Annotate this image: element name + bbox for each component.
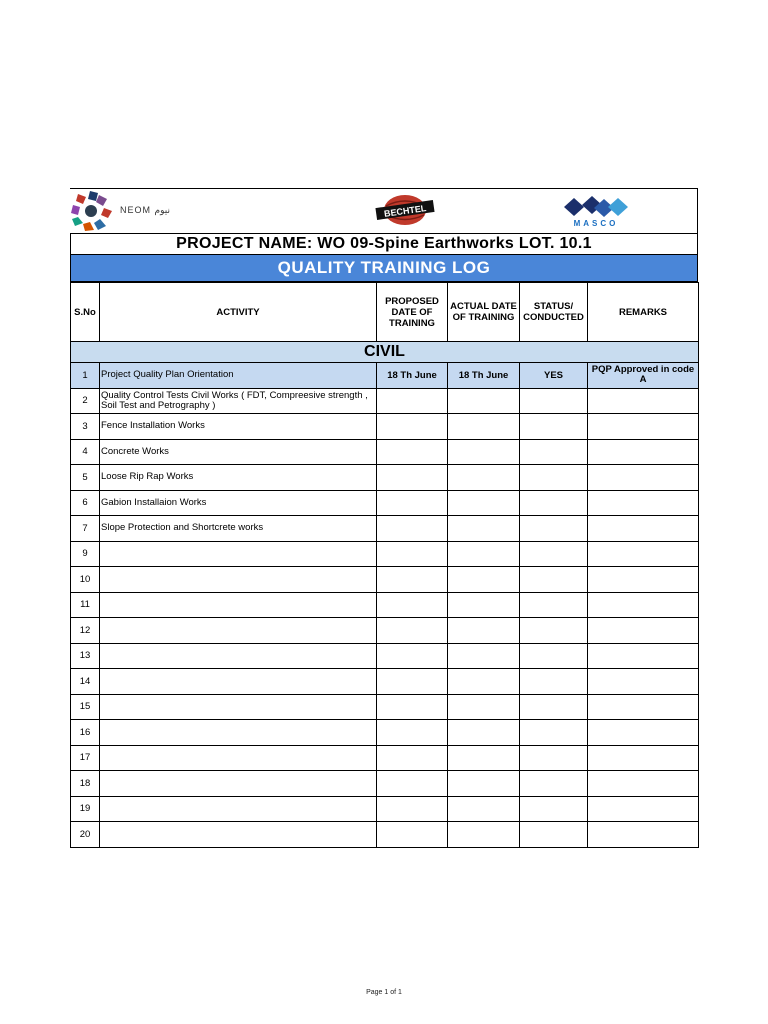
cell-sno[interactable]: 19 [71,796,100,822]
neom-wordmark: NEOM نيوم [120,205,170,215]
cell-sno[interactable]: 1 [71,363,100,389]
cell-status[interactable] [520,490,588,516]
training-table [70,282,699,848]
cell-proposed[interactable] [377,796,448,822]
cell-sno[interactable]: 10 [71,567,100,593]
bechtel-wordmark: BECHTEL [383,203,427,219]
cell-sno[interactable]: 2 [71,388,100,414]
table-row [71,745,699,771]
cell-proposed[interactable] [377,771,448,797]
neom-emblem-icon [70,189,116,233]
cell-remarks[interactable] [588,745,699,771]
project-name: PROJECT NAME: WO 09-Spine Earthworks LOT. 10.1 [70,233,698,254]
masco-diamonds-icon [552,195,636,229]
table-row [71,669,699,695]
cell-activity[interactable]: Loose Rip Rap Works [100,465,377,491]
cell-proposed[interactable] [377,618,448,644]
cell-activity[interactable]: Slope Protection and Shortcrete works [100,516,377,542]
cell-actual[interactable] [448,771,520,797]
cell-actual[interactable] [448,541,520,567]
cell-proposed[interactable]: 18 Th June [377,363,448,389]
logo-row [70,188,698,233]
table-row [71,592,699,618]
cell-proposed[interactable] [377,414,448,440]
cell-activity[interactable] [100,822,377,848]
cell-proposed[interactable] [377,822,448,848]
cell-proposed[interactable] [377,669,448,695]
table-row [71,363,699,389]
cell-sno[interactable]: 18 [71,771,100,797]
cell-status[interactable] [520,465,588,491]
cell-sno[interactable]: 13 [71,643,100,669]
table-row [71,771,699,797]
cell-sno[interactable]: 12 [71,618,100,644]
cell-remarks[interactable] [588,796,699,822]
cell-activity[interactable] [100,771,377,797]
table-row [71,516,699,542]
cell-proposed[interactable] [377,592,448,618]
cell-actual[interactable] [448,490,520,516]
col-remarks-header: REMARKS [588,283,699,342]
masco-wordmark: MASCO [573,219,619,228]
col-actual-header: ACTUAL DATE OF TRAINING [448,283,520,342]
cell-activity[interactable]: Concrete Works [100,439,377,465]
cell-status[interactable] [520,771,588,797]
table-row [71,720,699,746]
table-row [71,796,699,822]
cell-actual[interactable] [448,796,520,822]
cell-remarks[interactable] [588,439,699,465]
cell-actual[interactable] [448,822,520,848]
cell-proposed[interactable] [377,541,448,567]
cell-sno[interactable]: 16 [71,720,100,746]
neom-logo [70,189,182,233]
cell-status[interactable] [520,618,588,644]
cell-proposed[interactable] [377,516,448,542]
cell-status[interactable] [520,592,588,618]
table-row [71,822,699,848]
cell-activity[interactable] [100,541,377,567]
cell-sno[interactable]: 20 [71,822,100,848]
cell-actual[interactable] [448,567,520,593]
cell-remarks[interactable] [588,388,699,414]
cell-activity[interactable] [100,567,377,593]
cell-status[interactable] [520,745,588,771]
cell-status[interactable] [520,822,588,848]
cell-proposed[interactable] [377,439,448,465]
cell-proposed[interactable] [377,567,448,593]
cell-status[interactable] [520,541,588,567]
table-row [71,618,699,644]
bechtel-globe-icon [372,194,438,226]
masco-logo [552,195,636,229]
cell-activity[interactable] [100,669,377,695]
table-row [71,388,699,414]
cell-status[interactable] [520,720,588,746]
table-row [71,541,699,567]
cell-proposed[interactable] [377,643,448,669]
cell-actual[interactable]: 18 Th June [448,363,520,389]
cell-actual[interactable] [448,669,520,695]
cell-activity[interactable] [100,592,377,618]
cell-actual[interactable] [448,414,520,440]
bechtel-logo [372,194,438,226]
cell-actual[interactable] [448,720,520,746]
cell-activity[interactable]: Fence Installation Works [100,414,377,440]
cell-status[interactable] [520,796,588,822]
section-civil-label: CIVIL [71,342,699,363]
cell-remarks[interactable] [588,592,699,618]
cell-sno[interactable]: 11 [71,592,100,618]
log-title: QUALITY TRAINING LOG [70,254,698,282]
cell-actual[interactable] [448,694,520,720]
cell-activity[interactable] [100,720,377,746]
cell-remarks[interactable] [588,465,699,491]
cell-sno[interactable]: 7 [71,516,100,542]
cell-status[interactable] [520,516,588,542]
table-row [71,490,699,516]
cell-status[interactable] [520,694,588,720]
cell-remarks[interactable] [588,618,699,644]
cell-remarks[interactable] [588,669,699,695]
cell-sno[interactable]: 15 [71,694,100,720]
cell-actual[interactable] [448,618,520,644]
cell-proposed[interactable] [377,694,448,720]
table-header-row [71,283,699,342]
cell-activity[interactable]: Quality Control Tests Civil Works ( FDT, Compreesive strength , Soil Test and Petrography ) [100,388,377,414]
cell-activity[interactable] [100,643,377,669]
cell-remarks[interactable] [588,694,699,720]
table-row [71,567,699,593]
cell-activity[interactable] [100,796,377,822]
cell-proposed[interactable] [377,745,448,771]
cell-sno[interactable]: 17 [71,745,100,771]
cell-proposed[interactable] [377,388,448,414]
cell-remarks[interactable] [588,771,699,797]
cell-sno[interactable]: 4 [71,439,100,465]
cell-status[interactable] [520,388,588,414]
cell-proposed[interactable] [377,465,448,491]
cell-actual[interactable] [448,643,520,669]
cell-status[interactable] [520,439,588,465]
cell-status[interactable] [520,567,588,593]
cell-remarks[interactable] [588,567,699,593]
cell-actual[interactable] [448,465,520,491]
table-row [71,439,699,465]
cell-actual[interactable] [448,439,520,465]
cell-actual[interactable] [448,592,520,618]
cell-activity[interactable]: Gabion Installaion Works [100,490,377,516]
col-proposed-header: PROPOSED DATE OF TRAINING [377,283,448,342]
cell-status[interactable]: YES [520,363,588,389]
page-footer: Page 1 of 1 [366,989,402,996]
table-row [71,643,699,669]
cell-actual[interactable] [448,388,520,414]
cell-actual[interactable] [448,745,520,771]
cell-remarks[interactable] [588,516,699,542]
table-row [71,694,699,720]
cell-remarks[interactable] [588,490,699,516]
col-sno-header: S.No [71,283,100,342]
cell-remarks[interactable] [588,720,699,746]
table-row [71,414,699,440]
cell-sno[interactable]: 9 [71,541,100,567]
cell-actual[interactable] [448,516,520,542]
col-status-header: STATUS/ CONDUCTED [520,283,588,342]
training-log-sheet [70,188,698,848]
cell-activity[interactable] [100,618,377,644]
cell-remarks[interactable] [588,414,699,440]
cell-status[interactable] [520,414,588,440]
cell-sno[interactable]: 3 [71,414,100,440]
col-activity-header: ACTIVITY [100,283,377,342]
table-row [71,465,699,491]
cell-status[interactable] [520,669,588,695]
cell-remarks[interactable]: PQP Approved in code A [588,363,699,389]
section-civil-row [71,342,699,363]
cell-remarks[interactable] [588,643,699,669]
cell-proposed[interactable] [377,490,448,516]
cell-sno[interactable]: 5 [71,465,100,491]
cell-activity[interactable]: Project Quality Plan Orientation [100,363,377,389]
cell-sno[interactable]: 6 [71,490,100,516]
cell-remarks[interactable] [588,541,699,567]
cell-activity[interactable] [100,694,377,720]
cell-status[interactable] [520,643,588,669]
cell-activity[interactable] [100,745,377,771]
cell-proposed[interactable] [377,720,448,746]
cell-remarks[interactable] [588,822,699,848]
cell-sno[interactable]: 14 [71,669,100,695]
